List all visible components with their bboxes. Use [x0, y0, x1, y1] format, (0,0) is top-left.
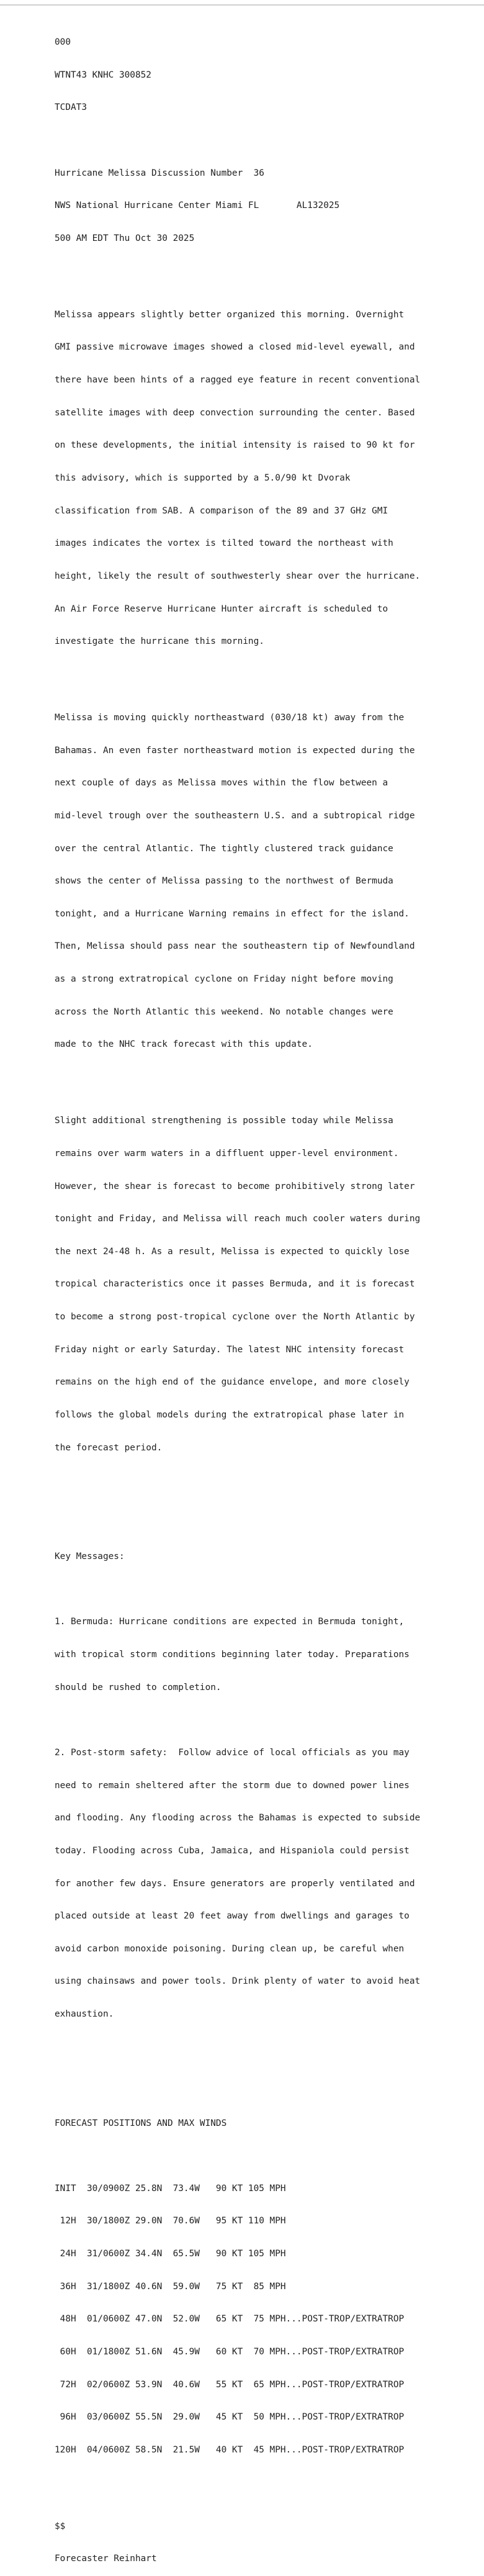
forecast-row: INIT 30/0900Z 25.8N 73.4W 90 KT 105 MPH: [55, 2183, 286, 2194]
paragraph-line: mid-level trough over the southeastern U.S. and a subtropical ridge: [55, 810, 415, 821]
key-message-line: placed outside at least 20 feet away from dwellings and garages to: [55, 1911, 410, 1922]
paragraph-line: However, the shear is forecast to become prohibitively strong later: [55, 1181, 415, 1191]
paragraph-line: An Air Force Reserve Hurricane Hunter aircraft is scheduled to: [55, 603, 388, 614]
key-message-line: using chainsaws and power tools. Drink plenty of water to avoid heat: [55, 1976, 421, 1987]
paragraph-line: shows the center of Melissa passing to the northwest of Bermuda: [55, 876, 393, 887]
paragraph-line: this advisory, which is supported by a 5.0/90 kt Dvorak: [55, 472, 351, 483]
paragraph-line: over the central Atlantic. The tightly clustered track guidance: [55, 843, 393, 854]
paragraph-line: made to the NHC track forecast with this update.: [55, 1039, 313, 1050]
key-message-line: for another few days. Ensure generators are properly ventilated and: [55, 1878, 415, 1889]
header-line: WTNT43 KNHC 300852: [55, 70, 151, 80]
paragraph-line: Melissa appears slightly better organized this morning. Overnight: [55, 309, 405, 320]
key-message-line: avoid carbon monoxide poisoning. During clean up, be careful when: [55, 1943, 405, 1954]
forecast-row: 36H 31/1800Z 40.6N 59.0W 75 KT 85 MPH: [55, 2281, 286, 2292]
paragraph-line: images indicates the vortex is tilted toward the northeast with: [55, 538, 393, 549]
key-message-line: 2. Post-storm safety: Follow advice of local officials as you may: [55, 1747, 410, 1758]
paragraph-line: satellite images with deep convection surrounding the center. Based: [55, 407, 415, 418]
paragraph-line: there have been hints of a ragged eye feature in recent conventional: [55, 375, 421, 386]
key-messages-heading: Key Messages:: [55, 1552, 125, 1562]
forecast-heading: FORECAST POSITIONS AND MAX WINDS: [55, 2118, 227, 2128]
key-message-line: 1. Bermuda: Hurricane conditions are expected in Bermuda tonight,: [55, 1617, 405, 1627]
product-terminator: $$: [55, 2521, 66, 2531]
forecast-row: 72H 02/0600Z 53.9N 40.6W 55 KT 65 MPH...POST-TROP/EXTRATROP: [55, 2379, 405, 2390]
discussion-title: Hurricane Melissa Discussion Number 36: [55, 168, 264, 178]
key-message-line: need to remain sheltered after the storm due to downed power lines: [55, 1780, 410, 1791]
paragraph-line: on these developments, the initial intensity is raised to 90 kt for: [55, 440, 415, 451]
paragraph-line: Slight additional strengthening is possible today while Melissa: [55, 1116, 393, 1126]
issue-time: 500 AM EDT Thu Oct 30 2025: [55, 233, 195, 243]
paragraph-line: Friday night or early Saturday. The latest NHC intensity forecast: [55, 1344, 405, 1355]
paragraph-line: the next 24-48 h. As a result, Melissa is expected to quickly lose: [55, 1246, 410, 1257]
issuing-office: NWS National Hurricane Center Miami FL AL132025: [55, 201, 340, 211]
top-divider: [0, 4, 484, 6]
paragraph-line: GMI passive microwave images showed a closed mid-level eyewall, and: [55, 342, 415, 353]
paragraph-line: tonight and Friday, and Melissa will reach much cooler waters during: [55, 1214, 421, 1224]
paragraph-line: height, likely the result of southwesterly shear over the hurricane.: [55, 571, 421, 581]
paragraph-line: remains over warm waters in a diffluent upper-level environment.: [55, 1148, 399, 1159]
paragraph-line: as a strong extratropical cyclone on Friday night before moving: [55, 974, 393, 985]
header-line: 000: [55, 37, 71, 48]
key-message-line: today. Flooding across Cuba, Jamaica, and Hispaniola could persist: [55, 1845, 410, 1856]
paragraph-line: Melissa is moving quickly northeastward (030/18 kt) away from the: [55, 713, 405, 723]
paragraph-line: next couple of days as Melissa moves within the flow between a: [55, 778, 388, 789]
key-message-line: and flooding. Any flooding across the Bahamas is expected to subside: [55, 1813, 421, 1824]
forecast-row: 12H 30/1800Z 29.0N 70.6W 95 KT 110 MPH: [55, 2216, 286, 2226]
paragraph-line: tonight, and a Hurricane Warning remains in effect for the island.: [55, 908, 410, 919]
paragraph-line: investigate the hurricane this morning.: [55, 636, 264, 647]
header-line: TCDAT3: [55, 102, 87, 113]
forecaster-signature: Forecaster Reinhart: [55, 2554, 157, 2564]
discussion-document: [55, 16, 477, 2576]
forecast-row: 120H 04/0600Z 58.5N 21.5W 40 KT 45 MPH...POST-TROP/EXTRATROP: [55, 2444, 405, 2455]
forecast-row: 60H 01/1800Z 51.6N 45.9W 60 KT 70 MPH...POST-TROP/EXTRATROP: [55, 2347, 405, 2357]
paragraph-line: remains on the high end of the guidance envelope, and more closely: [55, 1377, 410, 1388]
forecast-row: 24H 31/0600Z 34.4N 65.5W 90 KT 105 MPH: [55, 2249, 286, 2259]
forecast-row: 96H 03/0600Z 55.5N 29.0W 45 KT 50 MPH...POST-TROP/EXTRATROP: [55, 2412, 405, 2423]
key-message-line: should be rushed to completion.: [55, 1682, 222, 1692]
paragraph-line: across the North Atlantic this weekend. No notable changes were: [55, 1006, 393, 1017]
paragraph-line: Then, Melissa should pass near the southeastern tip of Newfoundland: [55, 941, 415, 952]
paragraph-line: tropical characteristics once it passes Bermuda, and it is forecast: [55, 1279, 415, 1290]
paragraph-line: Bahamas. An even faster northeastward motion is expected during the: [55, 745, 415, 756]
key-message-line: exhaustion.: [55, 2009, 114, 2020]
paragraph-line: classification from SAB. A comparison of the 89 and 37 GHz GMI: [55, 505, 388, 516]
paragraph-line: to become a strong post-tropical cyclone over the North Atlantic by: [55, 1312, 415, 1322]
paragraph-line: follows the global models during the extratropical phase later in: [55, 1410, 405, 1420]
paragraph-line: the forecast period.: [55, 1442, 163, 1453]
forecast-row: 48H 01/0600Z 47.0N 52.0W 65 KT 75 MPH...POST-TROP/EXTRATROP: [55, 2314, 405, 2325]
key-message-line: with tropical storm conditions beginning later today. Preparations: [55, 1650, 410, 1660]
